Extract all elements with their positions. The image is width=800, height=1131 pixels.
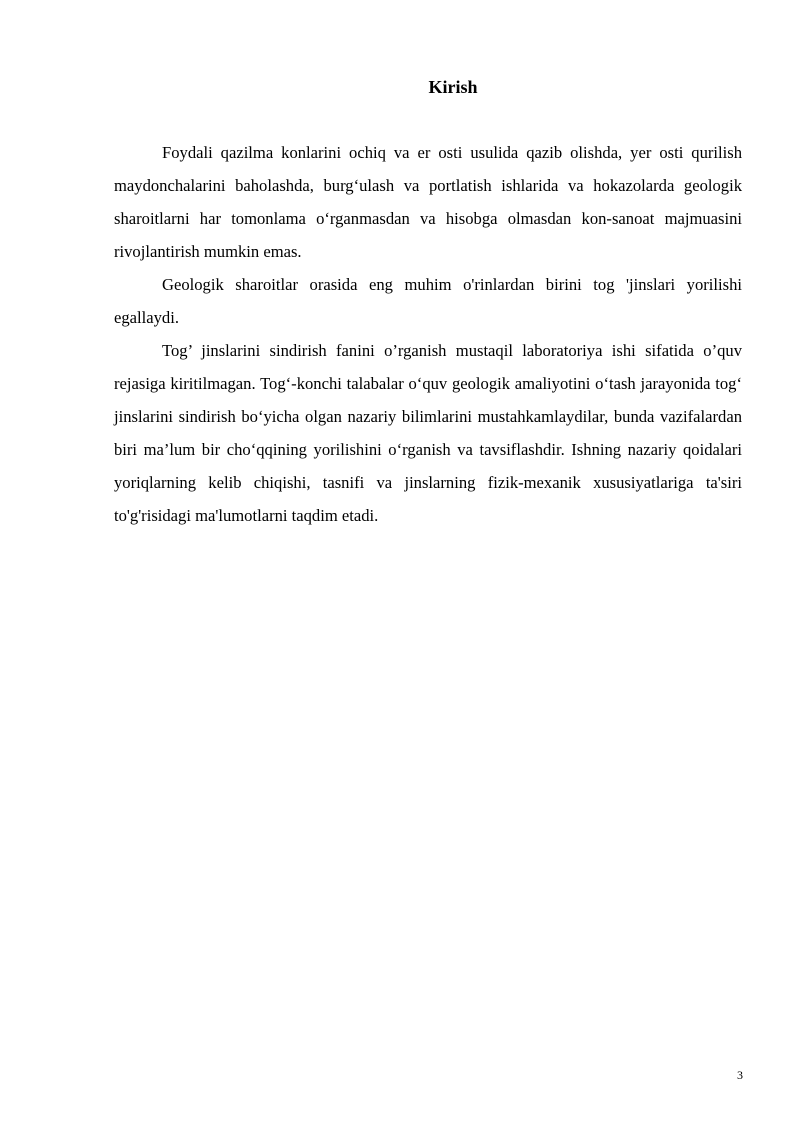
body-text bbox=[114, 136, 742, 532]
paragraph-2: Geologik sharoitlar orasida eng muhim o'rinlardan birini tog 'jinslari yorilishi egallaydi. bbox=[114, 275, 742, 327]
paragraph-1: Foydali qazilma konlarini ochiq va er osti usulida qazib olishda, yer osti qurilish maydonchalarini baholashda, burg‘ulash va portlatish ishlarida va hokazolarda geologik sharoitlarni har tomonlama o‘rganmasdan va hisobga olmasdan kon-sanoat majmuasini rivojlantirish mumkin emas. bbox=[114, 143, 742, 261]
paragraph-3: Tog’ jinslarini sindirish fanini o’rganish mustaqil laboratoriya ishi sifatida o’quv rejasiga kiritilmagan. Tog‘-konchi talabalar o‘quv geologik amaliyotini o‘tash jarayonida tog‘ jinslarini sindirish bo‘yicha olgan nazariy bilimlarini mustahkamlaydilar, bunda vazifalardan biri ma’lum bir cho‘qqining yorilishini o‘rganish va tavsiflashdir. Ishning nazariy qoidalari yoriqlarning kelib chiqishi, tasnifi va jinslarning fizik-mexanik xususiyatlariga ta'siri to'g'risidagi ma'lumotlarni taqdim etadi. bbox=[114, 341, 742, 525]
page-title: Kirish bbox=[428, 77, 478, 97]
page-number: 3 bbox=[737, 1068, 743, 1082]
